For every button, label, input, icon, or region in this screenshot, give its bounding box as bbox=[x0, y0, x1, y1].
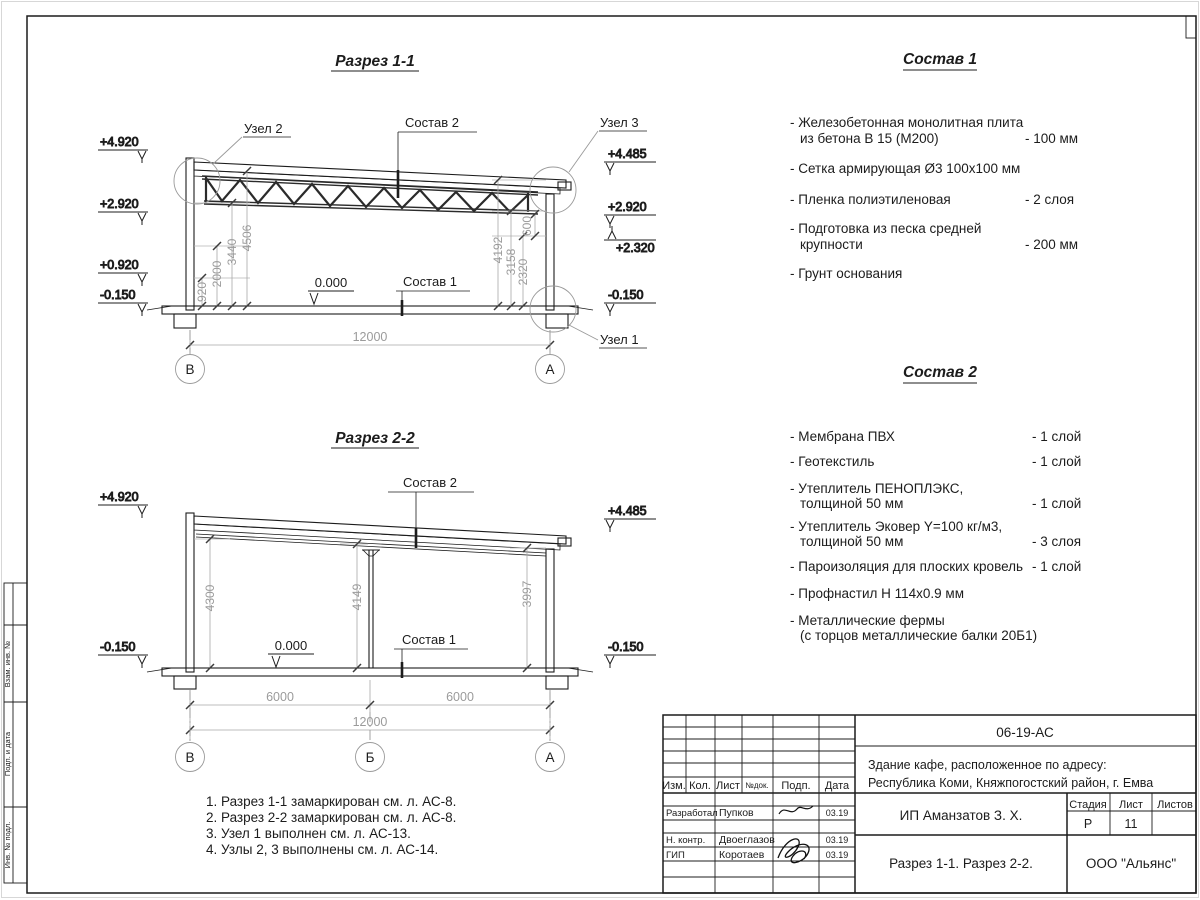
sostav1-item: - Железобетонная монолитная плита bbox=[790, 115, 1024, 130]
dim-6000-2: 6000 bbox=[446, 690, 474, 704]
sostav1-value: - 200 мм bbox=[1025, 237, 1079, 252]
sostav1-item: - Подготовка из песка средней bbox=[790, 221, 982, 236]
dim-12000: 12000 bbox=[352, 330, 388, 344]
col-kol: Кол. bbox=[689, 780, 711, 792]
elev-4920-2: +4.920 bbox=[100, 490, 139, 504]
client: ИП Аманзатов З. Х. bbox=[899, 808, 1023, 823]
doc-number: 06-19-АС bbox=[996, 725, 1054, 740]
sostav1-item: из бетона В 15 (М200) bbox=[800, 131, 939, 146]
zero-level-label-2: 0.000 bbox=[274, 638, 308, 653]
sostav-2-title: Состав 2 bbox=[903, 364, 977, 381]
row-role-1: Н. контр. bbox=[666, 835, 706, 846]
elev-2920-r: +2.920 bbox=[608, 200, 647, 214]
sostav2-value: - 1 слой bbox=[1032, 496, 1082, 511]
sostav2-value: - 1 слой bbox=[1032, 559, 1082, 574]
col-izm: Изм. bbox=[662, 780, 686, 792]
row-date-0: 03.19 bbox=[825, 808, 849, 818]
sostav1-item: крупности bbox=[800, 237, 863, 252]
elev-m0150-2l: -0.150 bbox=[100, 640, 136, 654]
axis-bubble-v: В bbox=[185, 362, 195, 377]
sheet-value: 11 bbox=[1124, 817, 1138, 831]
dim-4192: 4192 bbox=[491, 236, 505, 264]
axis-bubble-b2: Б bbox=[365, 750, 375, 765]
dim-12000-2: 12000 bbox=[352, 715, 388, 729]
dim-3440: 3440 bbox=[225, 238, 239, 266]
side-stamp-label-1: Подп. и дата bbox=[3, 731, 12, 777]
row-name-1: Двоеглазов bbox=[719, 834, 775, 846]
sostav2-item: толщиной 50 мм bbox=[800, 534, 904, 549]
sostav2-value: - 1 слой bbox=[1032, 454, 1082, 469]
stage-value: Р bbox=[1083, 817, 1093, 831]
dim-600: 600 bbox=[520, 215, 534, 237]
dim-3997: 3997 bbox=[520, 580, 534, 608]
stage-label: Стадия bbox=[1069, 799, 1107, 811]
row-name-0: Пупков bbox=[719, 807, 754, 819]
sostav2-value: - 3 слоя bbox=[1032, 534, 1082, 549]
dim-3158: 3158 bbox=[504, 248, 518, 276]
sostav1-item: - Грунт основания bbox=[790, 266, 903, 281]
sostav2-item: - Профнастил Н 114х0.9 мм bbox=[790, 586, 964, 601]
project-line2: Республика Коми, Княжпогостский район, г. Емва bbox=[868, 776, 1154, 790]
elev-2920: +2.920 bbox=[100, 197, 139, 211]
sostav1-leader-label-2: Состав 1 bbox=[402, 632, 456, 647]
row-role-2: ГИП bbox=[666, 850, 685, 861]
sostav1-item: - Пленка полиэтиленовая bbox=[790, 192, 951, 207]
note-line: 2. Разрез 2-2 замаркирован см. л. АС-8. bbox=[206, 810, 457, 825]
node3-label: Узел 3 bbox=[600, 115, 639, 130]
side-stamp-label-0: Взам. инв. № bbox=[3, 640, 12, 688]
sostav1-leader-label: Состав 1 bbox=[403, 274, 457, 289]
sostav2-item: - Мембрана ПВХ bbox=[790, 429, 895, 444]
side-stamp-label-2: Инв. № подл. bbox=[3, 821, 12, 869]
sostav2-item: - Геотекстиль bbox=[790, 454, 875, 469]
col-list: Лист bbox=[716, 780, 740, 792]
elev-m0150-l: -0.150 bbox=[100, 288, 136, 302]
section-1-1-title: Разрез 1-1 bbox=[335, 53, 415, 70]
sostav2-item: (с торцов металлические балки 20Б1) bbox=[800, 628, 1038, 643]
elev-m0150-2r: -0.150 bbox=[608, 640, 644, 654]
dim-6000-1: 6000 bbox=[266, 690, 294, 704]
note-line: 1. Разрез 1-1 замаркирован см. л. АС-8. bbox=[206, 794, 457, 809]
sostav2-item: - Металлические фермы bbox=[790, 613, 945, 628]
right-wall-joint bbox=[547, 226, 553, 239]
axis-bubble-a2: А bbox=[545, 750, 555, 765]
node2-label: Узел 2 bbox=[244, 121, 283, 136]
project-line1: Здание кафе, расположенное по адресу: bbox=[868, 758, 1107, 772]
sostav2-item: - Утеплитель ПЕНОПЛЭКС, bbox=[790, 481, 964, 496]
dim-920: 920 bbox=[195, 281, 209, 303]
sostav2-leader-label: Состав 2 bbox=[405, 115, 459, 130]
sheets-label: Листов bbox=[1157, 799, 1193, 811]
elev-4485-2: +4.485 bbox=[608, 504, 647, 518]
axis-bubble-a: А bbox=[545, 362, 555, 377]
row-role-0: Разработал bbox=[666, 808, 718, 819]
sostav2-value: - 1 слой bbox=[1032, 429, 1082, 444]
zero-level-label: 0.000 bbox=[314, 275, 348, 290]
elev-m0150-r: -0.150 bbox=[608, 288, 644, 302]
dim-2000: 2000 bbox=[210, 260, 224, 288]
elev-4920: +4.920 bbox=[100, 135, 139, 149]
left-wall-joint bbox=[187, 270, 193, 283]
row-date-2: 03.19 bbox=[825, 850, 849, 860]
sheet-label: Лист bbox=[1119, 799, 1143, 811]
sostav1-value: - 2 слоя bbox=[1025, 192, 1075, 207]
col-ndok: №док. bbox=[745, 781, 769, 790]
sostav2-leader-label-2: Состав 2 bbox=[403, 475, 457, 490]
elev-0920: +0.920 bbox=[100, 258, 139, 272]
sostav1-value: - 100 мм bbox=[1025, 131, 1079, 146]
elev-2320: +2.320 bbox=[616, 241, 655, 255]
company: ООО "Альянс" bbox=[1085, 856, 1177, 871]
note-line: 4. Узлы 2, 3 выполнены см. л. АС-14. bbox=[206, 842, 439, 857]
dim-4300: 4300 bbox=[203, 584, 217, 612]
sostav1-item: - Сетка армирующая Ø3 100х100 мм bbox=[790, 161, 1021, 176]
row-date-1: 03.19 bbox=[825, 835, 849, 845]
dim-4149: 4149 bbox=[350, 583, 364, 611]
dim-4506: 4506 bbox=[240, 224, 254, 252]
node1-label: Узел 1 bbox=[600, 332, 639, 347]
note-line: 3. Узел 1 выполнен см. л. АС-13. bbox=[206, 826, 411, 841]
section-2-2-title: Разрез 2-2 bbox=[335, 430, 415, 447]
col-podp: Подп. bbox=[781, 780, 811, 792]
sostav2-item: толщиной 50 мм bbox=[800, 496, 904, 511]
axis-bubble-v2: В bbox=[185, 750, 195, 765]
row-name-2: Коротаев bbox=[719, 849, 765, 861]
sostav-1-title: Состав 1 bbox=[903, 51, 977, 68]
doc-title: Разрез 1-1. Разрез 2-2. bbox=[889, 856, 1033, 871]
sostav2-item: - Пароизоляция для плоских кровель bbox=[790, 559, 1024, 574]
col-data: Дата bbox=[824, 780, 850, 792]
dim-2320: 2320 bbox=[516, 258, 530, 286]
elev-4485: +4.485 bbox=[608, 147, 647, 161]
sostav2-item: - Утеплитель Эковер Y=100 кг/м3, bbox=[790, 519, 1003, 534]
